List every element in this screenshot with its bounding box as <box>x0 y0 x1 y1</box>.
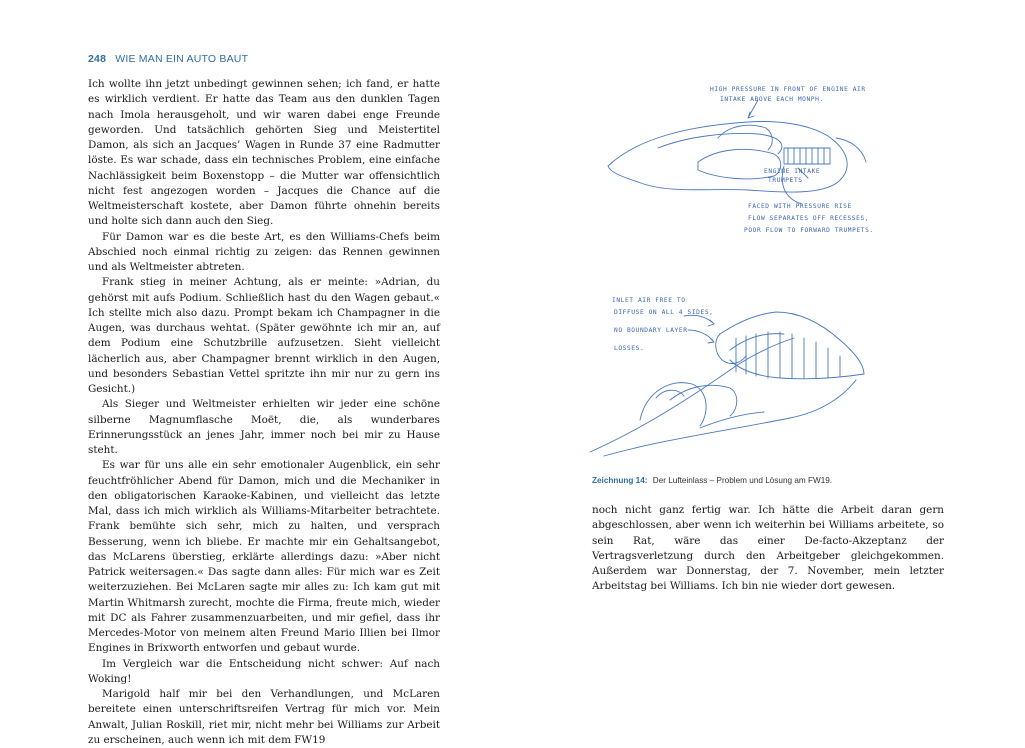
sketch2-note-3: NO BOUNDARY LAYER <box>614 327 688 334</box>
sketch1-note-4: TRUMPETS <box>768 177 803 184</box>
caption-label: Zeichnung 14: <box>592 476 648 485</box>
engine-intake-solution-sketch <box>580 280 880 460</box>
sketch1-note-6: FLOW SEPARATES OFF RECESSES, <box>748 215 870 222</box>
figure-caption <box>592 476 952 485</box>
paragraph: Ich wollte ihn jetzt unbedingt gewinnen sehen; ich fand, er hatte es wirklich verdient. Er hatte das Team aus den dunklen Tagen nach Imola herausgeholt, und wir waren dabei enge Freunde geworden. Und tatsächlich gehörten Sieg und Meistertitel Damon, als sich an Jacques’ Wagen in Runde 37 eine Radmutter löste. Es war schade, dass ein technisches Problem, eine einfache Nachlässigkeit beim Boxenstopp – die Mutter war offensichtlich nicht fest angezogen worden – Jacques die Chance auf die Weltmeisterschaft kostete, aber Damon führte ohnehin bereits und holte sich dann auch den Sieg. <box>88 78 440 228</box>
paragraph: noch nicht ganz fertig war. Ich hätte die Arbeit daran gern abgeschlossen, aber wenn ich weiterhin bei Williams arbeitete, so sein Rat, wäre das einer De-facto-Akzeptanz der Vertragsverletzung durch den Arbeitgeber gleichgekommen. Außerdem war Donnerstag, der 7. November, mein letzter Arbeitstag bei Williams. Ich bin nie wieder dort gewesen. <box>592 504 944 593</box>
sketch1-note-1: HIGH PRESSURE IN FRONT OF ENGINE AIR <box>710 86 866 93</box>
right-text-column <box>592 503 944 595</box>
engine-intake-problem-sketch <box>598 78 898 248</box>
sketch2-note-2: DIFFUSE ON ALL 4 SIDES, <box>614 309 714 316</box>
running-title: WIE MAN EIN AUTO BAUT <box>115 53 249 65</box>
paragraph: Marigold half mir bei den Verhandlungen, und McLaren bereitete einen unterschriftsreifen Vertrag für mich vor. Mein Anwalt, Julian Roskill, riet mir, nicht mehr bei Williams zur Arbeit zu erscheinen, auch wenn ich mit dem FW19 <box>88 688 440 746</box>
sketch1-note-2: INTAKE ABOVE EACH MONPH. <box>720 96 824 103</box>
sketch2-note-4: LOSSES. <box>614 345 645 352</box>
caption-text: Der Lufteinlass – Problem und Lösung am FW19. <box>652 476 833 485</box>
sketch1-note-5: FACED WITH PRESSURE RISE <box>748 203 852 210</box>
page-number: 248 <box>88 53 107 65</box>
left-text-column <box>88 77 440 748</box>
sketch1-note-3: ENGINE INTAKE <box>764 168 821 175</box>
paragraph: Frank stieg in meiner Achtung, als er meinte: »Adrian, du gehörst mit aufs Podium. Schließlich hast du den Wagen gebaut.« Ich stellte mich also dazu. Prompt bekam ich Champagner in die Augen, was durchaus wehtat. (Später gewöhnte ich mir an, auf dem Podium eine Schutzbrille aufzusetzen. Sieht vielleicht lächerlich aus, aber Champagner brennt wirklich in den Augen, und besonders Sebastian Vettel spritzte ihn mir nur zu gern ins Gesicht.) <box>88 276 440 395</box>
paragraph: Als Sieger und Weltmeister erhielten wir jeder eine schöne silberne Magnumflasche Moët, die, als wunderbares Erinnerungsstück an jenes Jahr, immer noch bei mir zu Hause steht. <box>88 398 440 456</box>
paragraph: Für Damon war es die beste Art, es den Williams-Chefs beim Abschied noch einmal richtig zu zeigen: das Rennen gewinnen und als Weltmeister abtreten. <box>88 230 440 273</box>
running-header <box>88 53 248 65</box>
paragraph: Es war für uns alle ein sehr emotionaler Augenblick, ein sehr feuchtfröhlicher Abend für Damon, mich und die Mechaniker in den obligatorischen Karaoke-Kabinen, und vielleicht das letzte Mal, dass ich mich wirklich als Williams-Mitarbeiter betrachtete. Frank bemühte sich sehr, mich zu halten, und versprach Besserung, wenn ich bliebe. Er machte mir ein Gehaltsangebot, das McLarens überstieg, erklärte allerdings dazu: »Aber nicht Patrick weitersagen.« Das sagte dann alles: Für mich war es Zeit weiterzuziehen. Bei McLaren sagte mir alles zu: Ich kam gut mit Martin Whitmarsh zurecht, mochte die Firma, freute mich, wieder mit DC als Fahrer zusammenzuarbeiten, und mir gefiel, dass ihr Mercedes-Motor von meinem alten Freund Mario Illien bei Ilmor Engines in Brixworth entworfen und gebaut wurde. <box>88 459 440 655</box>
sketch1-note-7: POOR FLOW TO FORWARD TRUMPETS. <box>744 227 874 234</box>
sketch2-note-1: INLET AIR FREE TO <box>612 297 686 304</box>
paragraph: Im Vergleich war die Entscheidung nicht schwer: Auf nach Woking! <box>88 657 440 685</box>
